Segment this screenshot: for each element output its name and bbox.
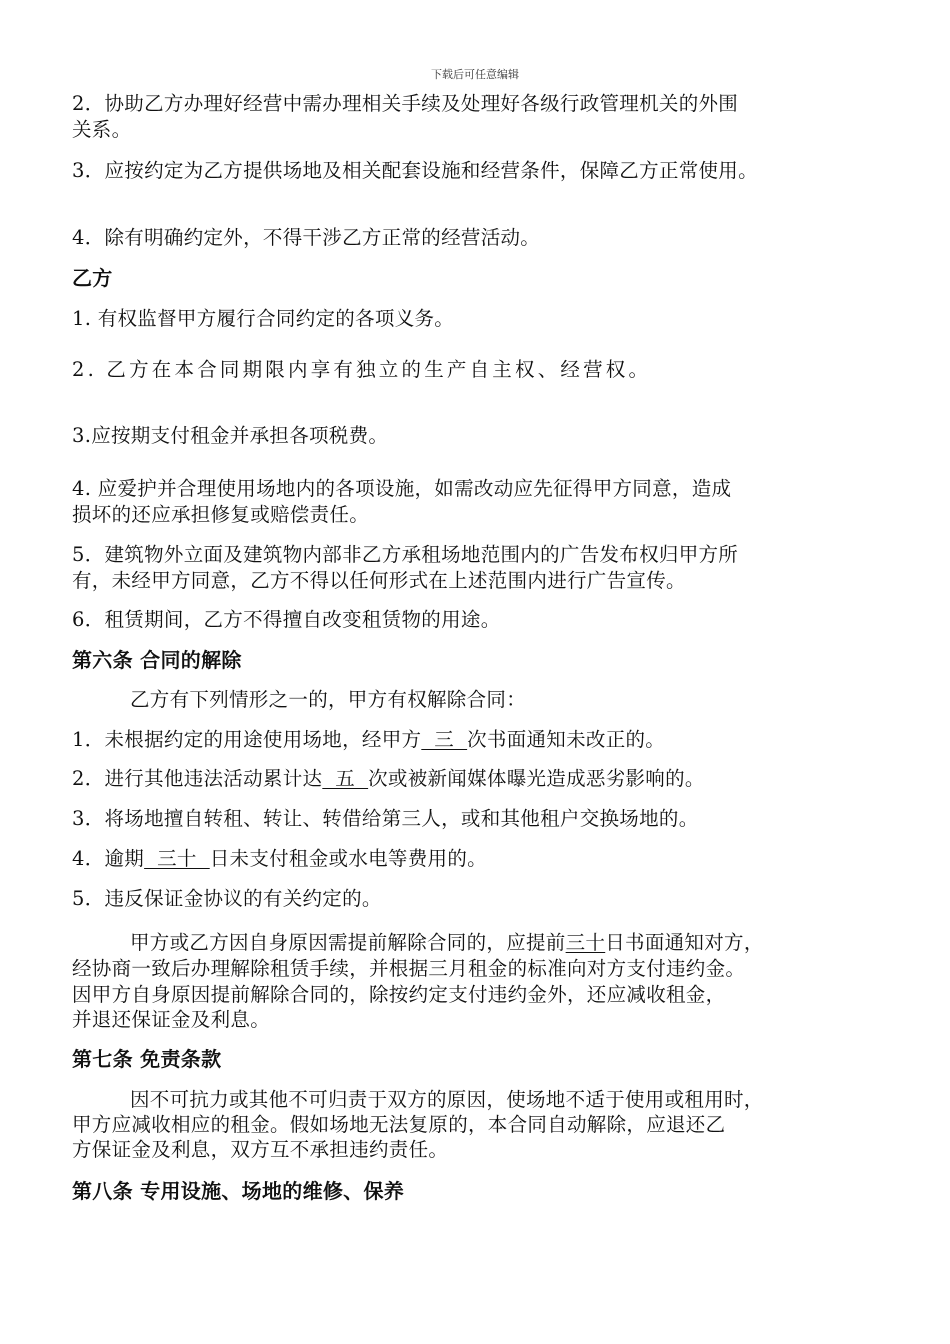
article-6-para-line1	[130, 930, 764, 956]
party-a-item-2-line1: 2．协助乙方办理好经营中需办理相关手续及处理好各级行政管理机关的外围	[72, 92, 739, 115]
article-6-item-4-blank: 三十	[144, 847, 210, 870]
article-6-item-4-pre: 4．逾期	[72, 847, 145, 870]
article-6-intro: 乙方有下列情形之一的，甲方有权解除合同：	[130, 688, 527, 711]
party-b-item-1: 1. 有权监督甲方履行合同约定的各项义务。	[72, 307, 455, 330]
party-a-item-2-line2: 关系。	[72, 118, 132, 141]
article-6-para-line3: 因甲方自身原因提前解除合同的，除按约定支付违约金外，还应减收租金，	[72, 983, 726, 1006]
article-6-item-1-blank: 三	[421, 728, 468, 751]
article-6-item-1	[72, 727, 665, 753]
article-6-item-2	[72, 766, 705, 792]
article-6-para-line1-blank: 三十	[565, 931, 606, 954]
party-a-item-3: 3．应按约定为乙方提供场地及相关配套设施和经营条件，保障乙方正常使用。	[72, 159, 758, 182]
party-b-item-6: 6．租赁期间，乙方不得擅自改变租赁物的用途。	[72, 608, 501, 631]
article-6-item-5: 5．违反保证金协议的有关约定的。	[72, 887, 382, 910]
article-7-para-line1: 因不可抗力或其他不可归责于双方的原因，使场地不适于使用或租用时，	[130, 1088, 764, 1111]
party-a-item-4: 4．除有明确约定外，不得干涉乙方正常的经营活动。	[72, 226, 541, 249]
party-b-item-4-line1: 4. 应爱护并合理使用场地内的各项设施，如需改动应先征得甲方同意，造成	[72, 477, 732, 500]
article-6-heading: 第六条 合同的解除	[72, 648, 242, 672]
article-6-item-3: 3．将场地擅自转租、转让、转借给第三人，或和其他租户交换场地的。	[72, 807, 699, 830]
article-6-item-1-pre: 1．未根据约定的用途使用场地，经甲方	[72, 728, 422, 751]
article-7-para-line2: 甲方应减收相应的租金。假如场地无法复原的，本合同自动解除，应退还乙	[72, 1113, 726, 1136]
party-b-item-2: 2. 乙方在本合同期限内享有独立的生产自主权、经营权。	[72, 358, 652, 381]
article-7-para-line3: 方保证金及利息，双方互不承担违约责任。	[72, 1138, 449, 1161]
article-6-item-1-post: 次书面通知未改正的。	[467, 728, 666, 751]
article-6-item-2-post: 次或被新闻媒体曝光造成恶劣影响的。	[368, 767, 705, 790]
party-b-heading: 乙方	[72, 266, 113, 290]
party-b-item-3: 3.应按期支付租金并承担各项税费。	[72, 424, 389, 447]
article-6-para-line4: 并退还保证金及利息。	[72, 1008, 271, 1031]
article-6-item-4	[72, 846, 487, 872]
party-b-item-4-line2: 损坏的还应承担修复或赔偿责任。	[72, 503, 370, 526]
party-b-item-5-line1: 5．建筑物外立面及建筑物内部非乙方承租场地范围内的广告发布权归甲方所	[72, 543, 739, 566]
page-header: 下载后可任意编辑	[431, 68, 519, 81]
article-6-para-line1-post: 日书面通知对方，	[605, 931, 764, 954]
party-b-item-5-line2: 有，未经甲方同意，乙方不得以任何形式在上述范围内进行广告宣传。	[72, 569, 686, 592]
article-6-item-2-blank: 五	[322, 767, 369, 790]
article-6-item-2-pre: 2．进行其他违法活动累计达	[72, 767, 323, 790]
article-7-heading: 第七条 免责条款	[72, 1047, 222, 1071]
article-6-para-line2: 经协商一致后办理解除租赁手续，并根据三月租金的标准向对方支付违约金。	[72, 957, 746, 980]
article-6-item-4-post: 日未支付租金或水电等费用的。	[209, 847, 487, 870]
article-6-para-line1-pre: 甲方或乙方因自身原因需提前解除合同的，应提前	[130, 931, 566, 954]
article-8-heading: 第八条 专用设施、场地的维修、保养	[72, 1179, 405, 1203]
